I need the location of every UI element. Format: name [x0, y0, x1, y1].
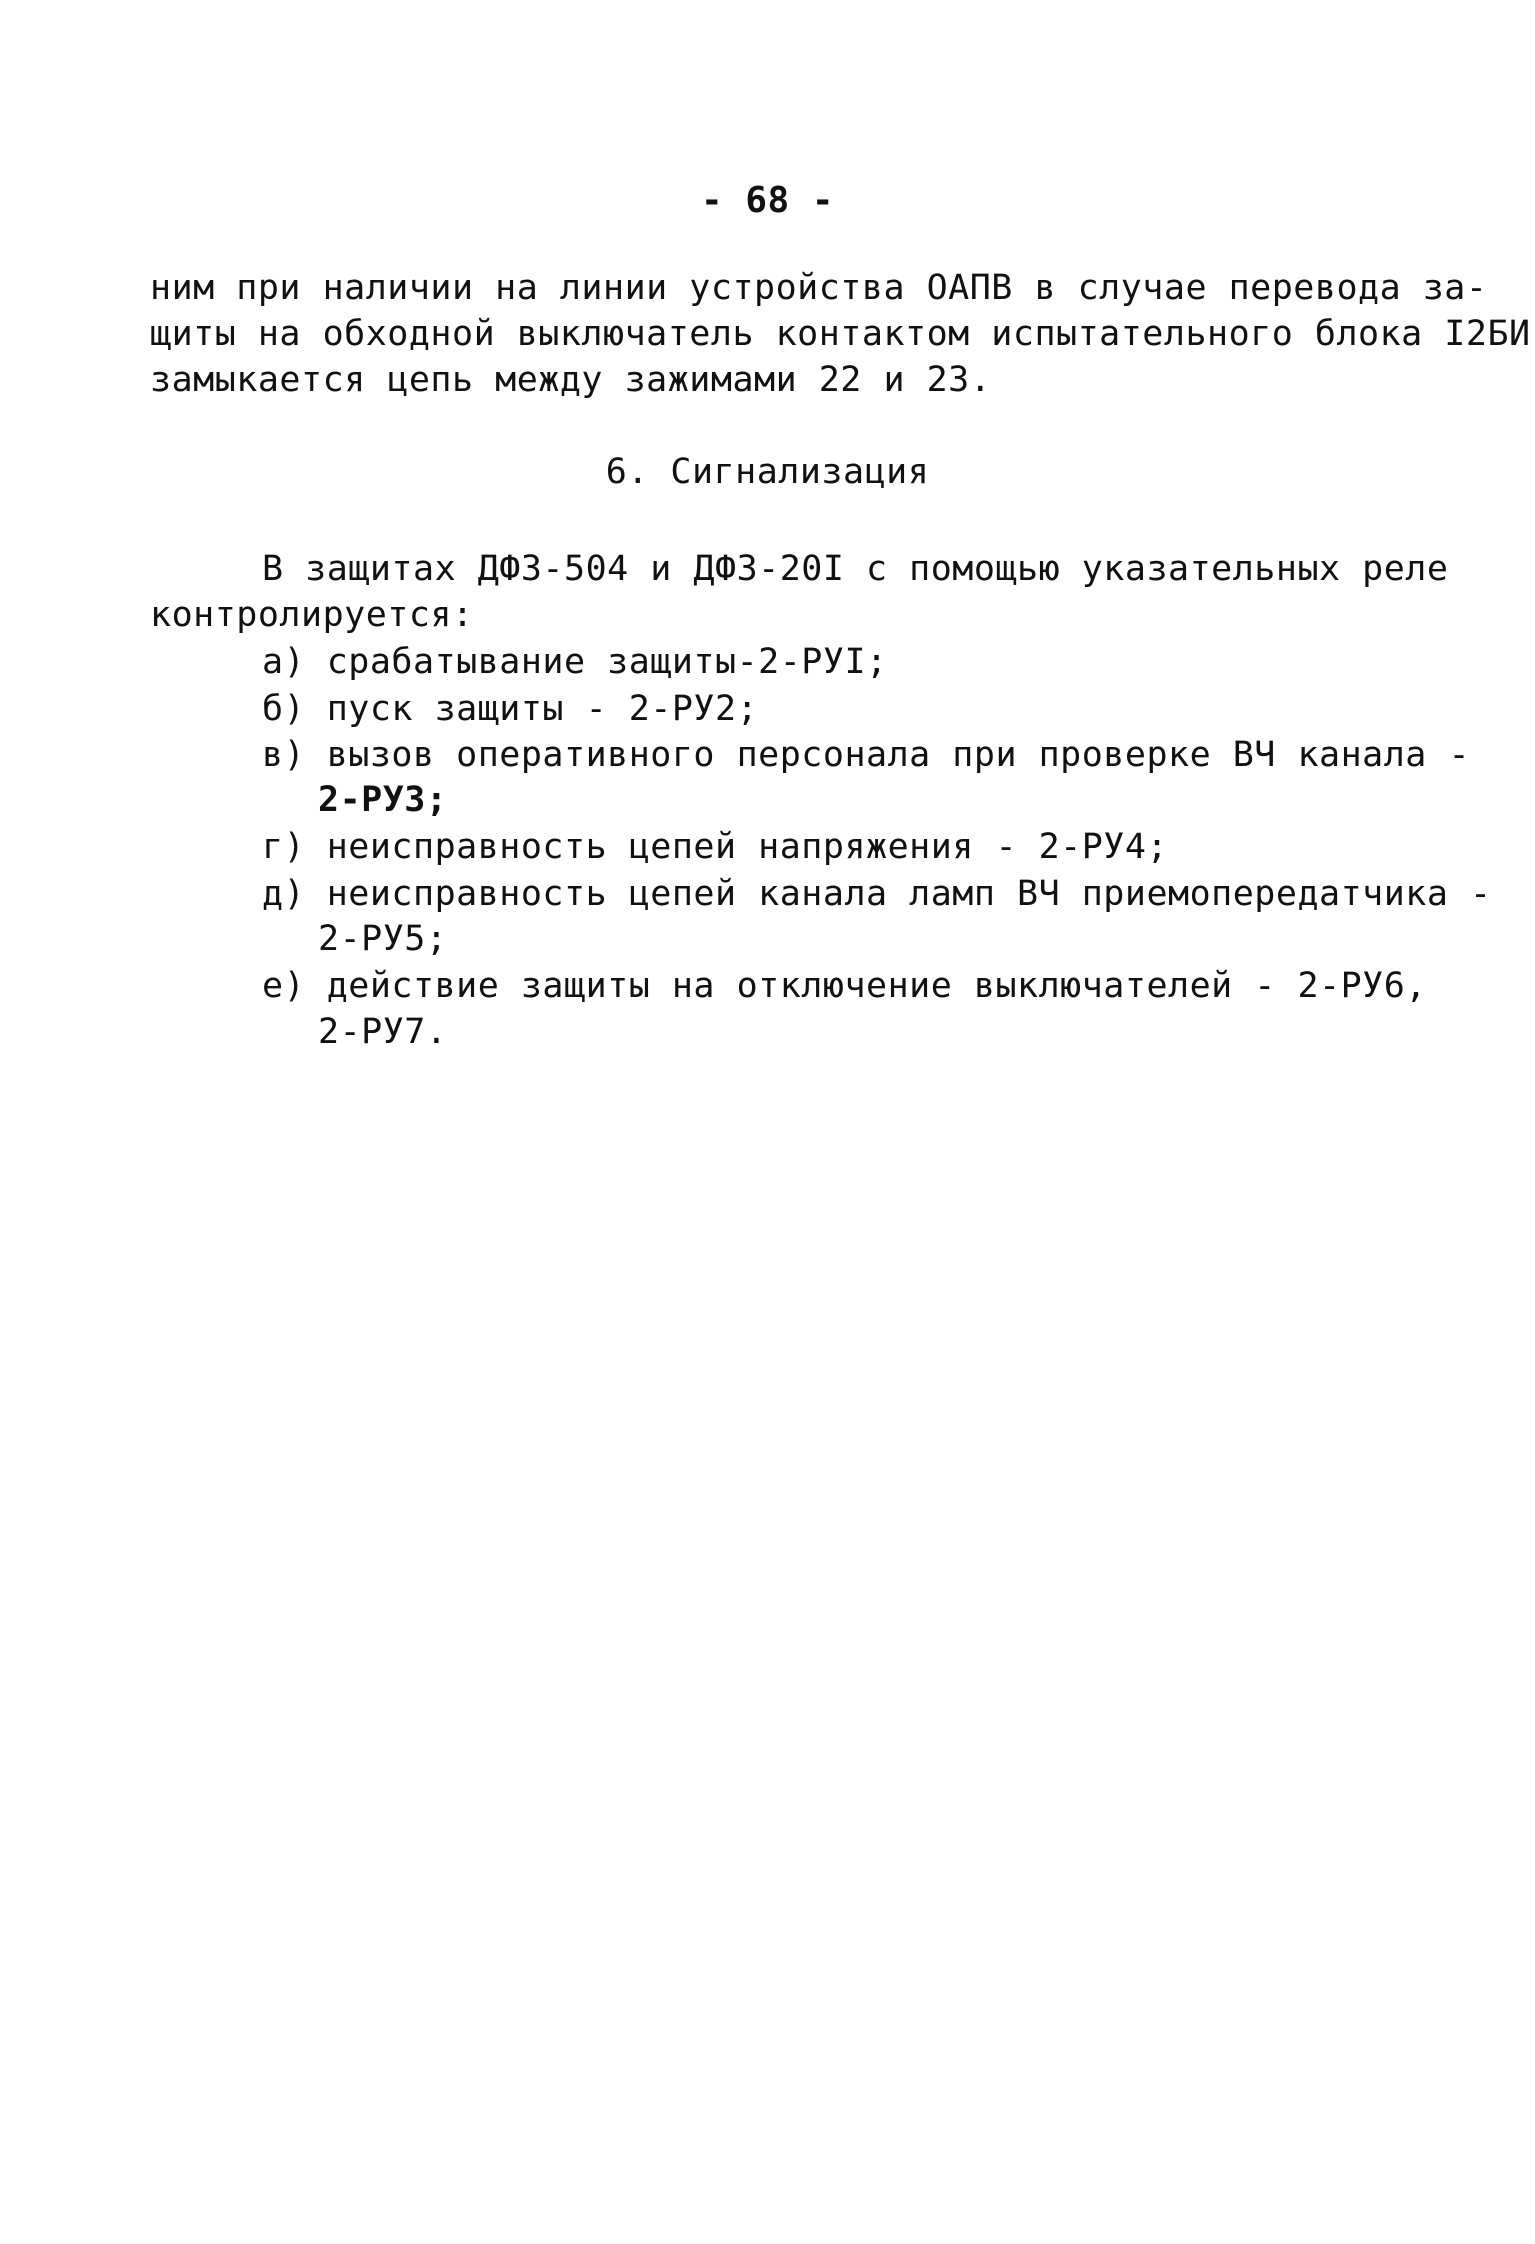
- intro-line: замыкается цепь между зажимами 22 и 23.: [150, 360, 992, 400]
- list-item: г) неисправность цепей напряжения - 2-РУ4;: [262, 827, 1169, 867]
- body-line: контролируется:: [150, 595, 474, 635]
- list-item: а) срабатывание защиты-2-РУI;: [262, 642, 888, 682]
- list-item-continuation: 2-РУ5;: [318, 919, 448, 959]
- list-item-continuation: 2-РУ3;: [318, 780, 448, 820]
- intro-line: ним при наличии на линии устройства ОАПВ в случае перевода за-: [150, 268, 1488, 308]
- list-item-continuation: 2-РУ7.: [318, 1012, 448, 1052]
- list-item: б) пуск защиты - 2-РУ2;: [262, 689, 759, 729]
- intro-line: щиты на обходной выключатель контактом испытательного блока I2БИ: [150, 314, 1531, 354]
- list-item: е) действие защиты на отключение выключателей - 2-РУ6,: [262, 966, 1427, 1006]
- body-line: В защитах ДФЗ-504 и ДФЗ-20I с помощью указательных реле: [262, 549, 1449, 589]
- section-heading: 6. Сигнализация: [605, 452, 930, 492]
- list-item: д) неисправность цепей канала ламп ВЧ приемопередатчика -: [262, 874, 1492, 914]
- page-number: - 68 -: [700, 180, 835, 221]
- list-item: в) вызов оперативного персонала при проверке ВЧ канала -: [262, 735, 1471, 775]
